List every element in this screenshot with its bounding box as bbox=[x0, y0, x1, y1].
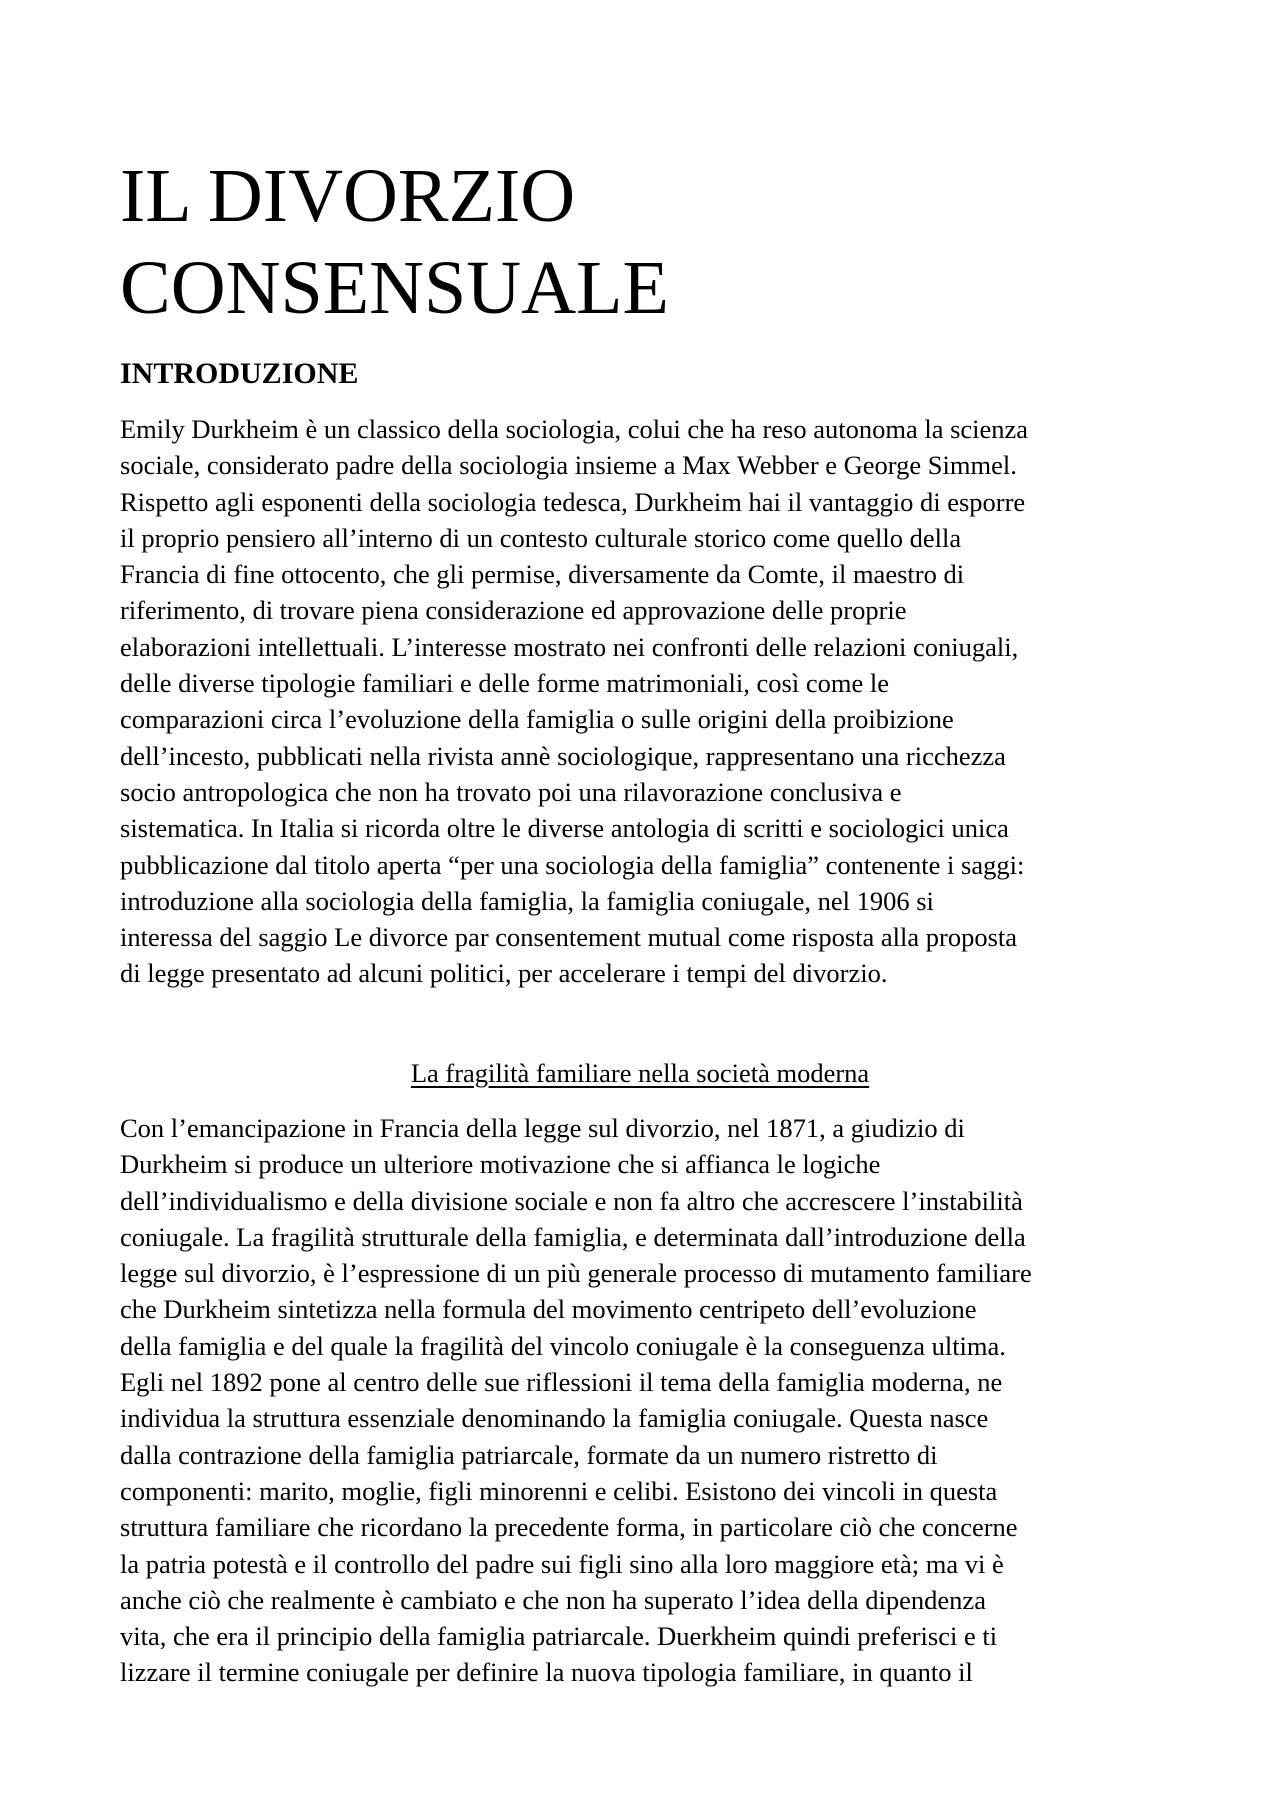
text-line: coniugale. La fragilità strutturale della famiglia, e determinata dall’introduzione della bbox=[120, 1221, 1026, 1252]
text-line: Francia di fine ottocento, che gli permise, diversamente da Comte, il maestro di bbox=[120, 559, 965, 590]
text-line: Egli nel 1892 pone al centro delle sue riflessioni il tema della famiglia moderna, ne bbox=[120, 1367, 1003, 1398]
section-heading-introduzione: INTRODUZIONE bbox=[120, 357, 359, 390]
subheading-fragility bbox=[120, 1055, 1160, 1091]
text-line: sociale, considerato padre della sociologia insieme a Max Webber e George Simmel. bbox=[120, 450, 1017, 481]
title-line: IL DIVORZIO bbox=[120, 154, 576, 238]
fragility-paragraph bbox=[120, 1110, 1170, 1691]
text-line: Rispetto agli esponenti della sociologia tedesca, Durkheim hai il vantaggio di esporre bbox=[120, 486, 1026, 517]
text-line: dell’individualismo e della divisione sociale e non fa altro che accrescere l’instabilità bbox=[120, 1185, 1023, 1216]
text-line: anche ciò che realmente è cambiato e che non ha superato l’idea della dipendenza bbox=[120, 1584, 986, 1615]
text-line: Emily Durkheim è un classico della sociologia, colui che ha reso autonoma la scienza bbox=[120, 414, 1029, 444]
text-line: vita, che era il principio della famiglia patriarcale. Duerkheim quindi preferisci e ti bbox=[120, 1621, 998, 1652]
text-line: introduzione alla sociologia della famiglia, la famiglia coniugale, nel 1906 si bbox=[120, 885, 934, 916]
text-line: lizzare il termine coniugale per definire la nuova tipologia familiare, in quanto il bbox=[120, 1657, 973, 1688]
text-line: dell’incesto, pubblicati nella rivista annè sociologique, rappresentano una ricchezza bbox=[120, 740, 1006, 771]
text-line: il proprio pensiero all’interno di un contesto culturale storico come quello della bbox=[120, 522, 962, 553]
text-line: componenti: marito, moglie, figli minorenni e celibi. Esistono dei vincoli in questa bbox=[120, 1475, 998, 1506]
subheading-text: La fragilità familiare nella società moderna bbox=[410, 1058, 870, 1088]
text-line: delle diverse tipologie familiari e delle forme matrimoniali, così come le bbox=[120, 668, 889, 699]
text-line: la patria potestà e il controllo del padre sui figli sino alla loro maggiore età; ma vi è bbox=[120, 1548, 1004, 1579]
text-line: dalla contrazione della famiglia patriarcale, formate da un numero ristretto di bbox=[120, 1439, 938, 1470]
text-line: legge sul divorzio, è l’espressione di un più generale processo di mutamento familiare bbox=[120, 1258, 1032, 1289]
text-line: riferimento, di trovare piena considerazione ed approvazione delle proprie bbox=[120, 595, 907, 626]
text-line: che Durkheim sintetizza nella formula del movimento centripeto dell’evoluzione bbox=[120, 1294, 977, 1325]
intro-paragraph bbox=[120, 411, 1170, 992]
text-line: elaborazioni intellettuali. L’interesse mostrato nei confronti delle relazioni coniugali, bbox=[120, 631, 1019, 662]
text-line: Durkheim si produce un ulteriore motivazione che si affianca le logiche bbox=[120, 1149, 881, 1180]
document-title bbox=[120, 150, 1170, 334]
title-line: CONSENSUALE bbox=[120, 246, 669, 330]
text-line: comparazioni circa l’evoluzione della famiglia o sulle origini della proibizione bbox=[120, 704, 954, 735]
text-line: di legge presentato ad alcuni politici, per accelerare i tempi del divorzio. bbox=[120, 958, 888, 989]
text-line: interessa del saggio Le divorce par consentement mutual come risposta alla proposta bbox=[120, 922, 1018, 953]
text-line: sistematica. In Italia si ricorda oltre le diverse antologia di scritti e sociologici unica bbox=[120, 813, 1009, 844]
text-line: pubblicazione dal titolo aperta “per una sociologia della famiglia” contenente i saggi: bbox=[120, 849, 1025, 880]
text-line: Con l’emancipazione in Francia della legge sul divorzio, nel 1871, a giudizio di bbox=[120, 1113, 965, 1143]
text-line: della famiglia e del quale la fragilità del vincolo coniugale è la conseguenza ultima. bbox=[120, 1330, 1006, 1361]
text-line: struttura familiare che ricordano la precedente forma, in particolare ciò che concerne bbox=[120, 1512, 1018, 1543]
text-line: socio antropologica che non ha trovato poi una rilavorazione conclusiva e bbox=[120, 776, 902, 807]
text-line: individua la struttura essenziale denominando la famiglia coniugale. Questa nasce bbox=[120, 1403, 989, 1434]
